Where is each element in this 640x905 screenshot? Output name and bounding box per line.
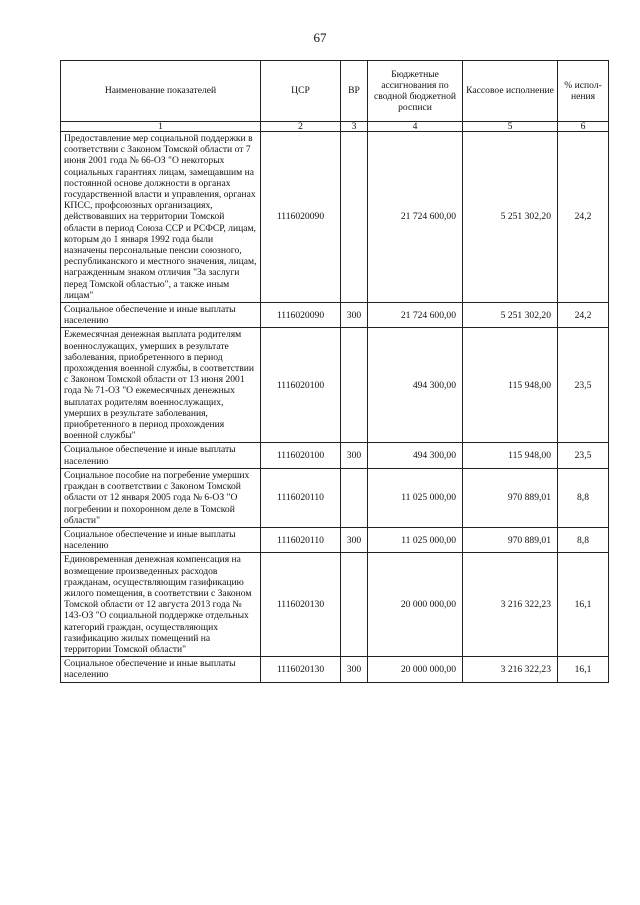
column-number-row: [61, 122, 609, 132]
row-budget: 494 300,00: [368, 328, 463, 443]
row-csr: 1116020130: [261, 553, 341, 657]
row-vr: 300: [341, 657, 368, 682]
row-csr: 1116020090: [261, 303, 341, 328]
row-csr: 1116020130: [261, 657, 341, 682]
row-cash: 970 889,01: [463, 468, 558, 527]
row-percent: 23,5: [558, 443, 609, 468]
row-cash: 3 216 322,23: [463, 553, 558, 657]
row-budget: 20 000 000,00: [368, 553, 463, 657]
row-vr: [341, 328, 368, 443]
row-budget: 20 000 000,00: [368, 657, 463, 682]
row-name: Социальное обеспечение и иные выплаты населению: [61, 303, 261, 328]
row-percent: 16,1: [558, 553, 609, 657]
row-cash: 5 251 302,20: [463, 303, 558, 328]
row-percent: 24,2: [558, 132, 609, 303]
row-cash: 5 251 302,20: [463, 132, 558, 303]
row-csr: 1116020110: [261, 527, 341, 552]
row-budget: 11 025 000,00: [368, 527, 463, 552]
table-row: [61, 527, 609, 552]
column-number: 3: [341, 122, 368, 132]
row-csr: 1116020100: [261, 328, 341, 443]
row-percent: 23,5: [558, 328, 609, 443]
row-name: Ежемесячная денежная выплата родителям военнослужащих, умерших в результате заболевания, приобретенного в период прохождения военной службы, в соответствии с Законом Томской области от 13 июня 2001 года № 71-ОЗ "О ежемесячных денежных выплатах родителям военнослужащих, умерших в результате заболевания, приобретенного в период прохождения военной службы": [61, 328, 261, 443]
row-name: Социальное обеспечение и иные выплаты населению: [61, 443, 261, 468]
column-number: 4: [368, 122, 463, 132]
row-csr: 1116020100: [261, 443, 341, 468]
header-budget: Бюджетные ассигнования по сводной бюджетной росписи: [368, 61, 463, 122]
table-row: [61, 303, 609, 328]
table-row: [61, 443, 609, 468]
row-vr: [341, 468, 368, 527]
row-percent: 8,8: [558, 468, 609, 527]
table-row: [61, 468, 609, 527]
table-row: [61, 657, 609, 682]
row-budget: 21 724 600,00: [368, 132, 463, 303]
column-number: 1: [61, 122, 261, 132]
row-name: Социальное обеспечение и иные выплаты населению: [61, 657, 261, 682]
row-cash: 970 889,01: [463, 527, 558, 552]
row-name: Предоставление мер социальной поддержки в соответствии с Законом Томской области от 7 июня 2001 года № 66-ОЗ "О некоторых социальных гарантиях лицам, замещавшим на постоянной основе должности в органах государственной власти и управления, органах КПСС, профсоюзных организациях, действовавших на территории Томской области в период Союза ССР и РСФСР, лицам, которым до 1 января 1992 года были назначены персональные пенсии союзного, республиканского и местного значения, лицам, награжденным знаком отличия "За заслуги перед Томской областью", а также иным лицам": [61, 132, 261, 303]
row-name: Социальное пособие на погребение умерших граждан в соответствии с Законом Томской области от 12 января 2005 года № 6-ОЗ "О погребении и похоронном деле в Томской области": [61, 468, 261, 527]
table-row: [61, 553, 609, 657]
column-number: 5: [463, 122, 558, 132]
table-row: [61, 328, 609, 443]
row-percent: 24,2: [558, 303, 609, 328]
row-percent: 16,1: [558, 657, 609, 682]
row-cash: 3 216 322,23: [463, 657, 558, 682]
column-number: 6: [558, 122, 609, 132]
row-budget: 494 300,00: [368, 443, 463, 468]
table-header-row: [61, 61, 609, 122]
row-budget: 11 025 000,00: [368, 468, 463, 527]
header-percent: % испол-нения: [558, 61, 609, 122]
row-name: Единовременная денежная компенсация на возмещение произведенных расходов гражданам, осуществляющим газификацию жилого помещения, в соответствии с Законом Томской области от 12 августа 2013 года № 143-ОЗ "О социальной поддержке отдельных категорий граждан, осуществляющих газификацию жилых помещений на территории Томской области": [61, 553, 261, 657]
header-csr: ЦСР: [261, 61, 341, 122]
column-number: 2: [261, 122, 341, 132]
budget-execution-table: [60, 60, 609, 683]
header-cash: Кассовое исполнение: [463, 61, 558, 122]
row-cash: 115 948,00: [463, 443, 558, 468]
header-vr: ВР: [341, 61, 368, 122]
row-csr: 1116020090: [261, 132, 341, 303]
row-vr: [341, 553, 368, 657]
table-row: [61, 132, 609, 303]
row-csr: 1116020110: [261, 468, 341, 527]
row-cash: 115 948,00: [463, 328, 558, 443]
page-number: 67: [313, 30, 327, 45]
header-name: Наименование показателей: [61, 61, 261, 122]
row-budget: 21 724 600,00: [368, 303, 463, 328]
row-vr: 300: [341, 443, 368, 468]
row-vr: 300: [341, 527, 368, 552]
row-percent: 8,8: [558, 527, 609, 552]
row-name: Социальное обеспечение и иные выплаты населению: [61, 527, 261, 552]
row-vr: 300: [341, 303, 368, 328]
row-vr: [341, 132, 368, 303]
